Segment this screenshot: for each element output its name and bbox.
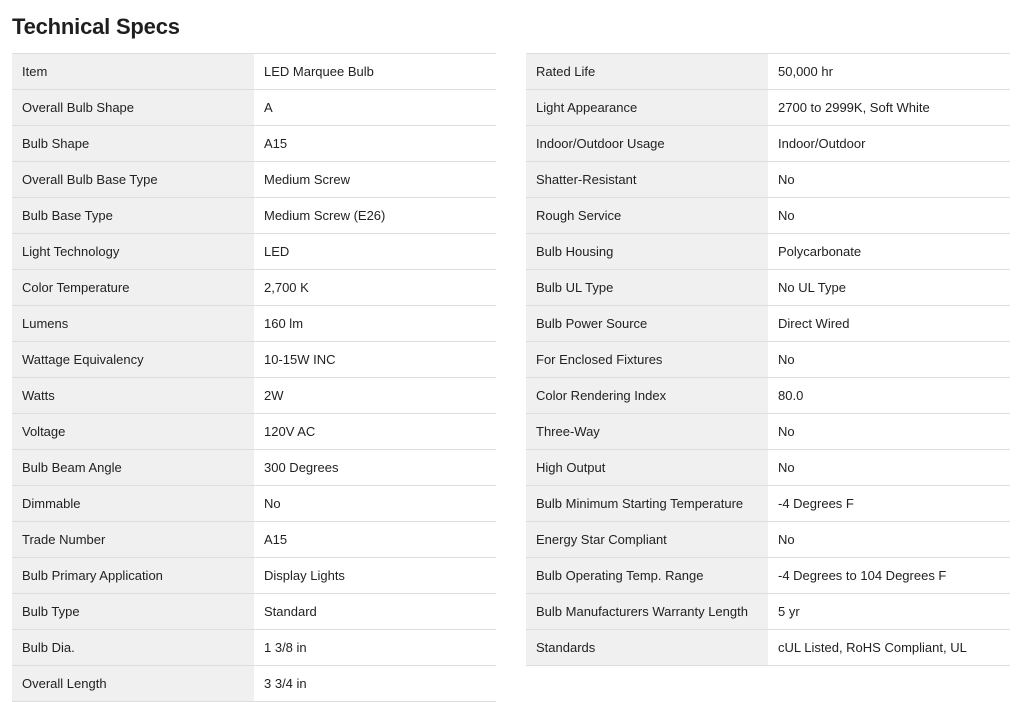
spec-label: Bulb Manufacturers Warranty Length bbox=[526, 594, 768, 630]
table-row bbox=[526, 54, 1010, 90]
spec-value: 50,000 hr bbox=[768, 54, 1010, 90]
spec-label: Trade Number bbox=[12, 522, 254, 558]
spec-value: Indoor/Outdoor bbox=[768, 126, 1010, 162]
table-row bbox=[12, 198, 496, 234]
spec-label: Energy Star Compliant bbox=[526, 522, 768, 558]
spec-label: Rough Service bbox=[526, 198, 768, 234]
spec-label: Wattage Equivalency bbox=[12, 342, 254, 378]
spec-label: Dimmable bbox=[12, 486, 254, 522]
spec-label: Bulb Power Source bbox=[526, 306, 768, 342]
specs-table-right bbox=[526, 53, 1010, 666]
table-row bbox=[12, 306, 496, 342]
specs-table-right-body bbox=[526, 54, 1010, 666]
spec-label: Bulb Housing bbox=[526, 234, 768, 270]
spec-label: Lumens bbox=[12, 306, 254, 342]
spec-label: Overall Bulb Shape bbox=[12, 90, 254, 126]
spec-label: Standards bbox=[526, 630, 768, 666]
table-row bbox=[12, 522, 496, 558]
spec-label: Light Appearance bbox=[526, 90, 768, 126]
spec-label: Bulb Dia. bbox=[12, 630, 254, 666]
table-row bbox=[12, 54, 496, 90]
table-row bbox=[12, 270, 496, 306]
table-row bbox=[526, 522, 1010, 558]
spec-label: Bulb Minimum Starting Temperature bbox=[526, 486, 768, 522]
specs-table-left bbox=[12, 53, 496, 702]
spec-value: No bbox=[254, 486, 496, 522]
spec-label: Light Technology bbox=[12, 234, 254, 270]
spec-value: Medium Screw (E26) bbox=[254, 198, 496, 234]
spec-value: 2,700 K bbox=[254, 270, 496, 306]
spec-value: No bbox=[768, 342, 1010, 378]
spec-label: Bulb Type bbox=[12, 594, 254, 630]
table-row bbox=[526, 486, 1010, 522]
spec-label: Bulb Operating Temp. Range bbox=[526, 558, 768, 594]
spec-label: Rated Life bbox=[526, 54, 768, 90]
spec-label: Bulb Base Type bbox=[12, 198, 254, 234]
table-row bbox=[12, 594, 496, 630]
spec-label: Color Rendering Index bbox=[526, 378, 768, 414]
spec-value: 300 Degrees bbox=[254, 450, 496, 486]
spec-label: For Enclosed Fixtures bbox=[526, 342, 768, 378]
table-row bbox=[12, 630, 496, 666]
table-row bbox=[526, 126, 1010, 162]
spec-label: Item bbox=[12, 54, 254, 90]
spec-value: No bbox=[768, 522, 1010, 558]
spec-label: Bulb UL Type bbox=[526, 270, 768, 306]
spec-value: A15 bbox=[254, 522, 496, 558]
table-row bbox=[12, 90, 496, 126]
table-row bbox=[526, 342, 1010, 378]
spec-label: Overall Bulb Base Type bbox=[12, 162, 254, 198]
spec-value: Display Lights bbox=[254, 558, 496, 594]
spec-value: No bbox=[768, 198, 1010, 234]
table-row bbox=[526, 162, 1010, 198]
spec-value: 10-15W INC bbox=[254, 342, 496, 378]
spec-label: Voltage bbox=[12, 414, 254, 450]
spec-value: LED bbox=[254, 234, 496, 270]
spec-value: 120V AC bbox=[254, 414, 496, 450]
spec-label: Color Temperature bbox=[12, 270, 254, 306]
table-row bbox=[12, 162, 496, 198]
table-row bbox=[12, 126, 496, 162]
spec-value: No UL Type bbox=[768, 270, 1010, 306]
table-row bbox=[12, 450, 496, 486]
spec-label: High Output bbox=[526, 450, 768, 486]
table-row bbox=[526, 450, 1010, 486]
table-row bbox=[12, 378, 496, 414]
spec-label: Overall Length bbox=[12, 666, 254, 702]
spec-label: Bulb Primary Application bbox=[12, 558, 254, 594]
spec-value: Medium Screw bbox=[254, 162, 496, 198]
table-row bbox=[526, 414, 1010, 450]
spec-value: 2W bbox=[254, 378, 496, 414]
table-row bbox=[12, 666, 496, 702]
spec-label: Bulb Shape bbox=[12, 126, 254, 162]
table-row bbox=[12, 558, 496, 594]
spec-value: No bbox=[768, 414, 1010, 450]
spec-value: -4 Degrees F bbox=[768, 486, 1010, 522]
spec-label: Three-Way bbox=[526, 414, 768, 450]
spec-value: No bbox=[768, 162, 1010, 198]
spec-label: Watts bbox=[12, 378, 254, 414]
specs-table-left-body bbox=[12, 54, 496, 702]
table-row bbox=[12, 414, 496, 450]
table-row bbox=[526, 558, 1010, 594]
table-row bbox=[12, 342, 496, 378]
table-row bbox=[526, 198, 1010, 234]
table-row bbox=[526, 594, 1010, 630]
spec-value: 2700 to 2999K, Soft White bbox=[768, 90, 1010, 126]
table-row bbox=[12, 486, 496, 522]
spec-value: 3 3/4 in bbox=[254, 666, 496, 702]
table-row bbox=[526, 90, 1010, 126]
spec-label: Indoor/Outdoor Usage bbox=[526, 126, 768, 162]
spec-value: cUL Listed, RoHS Compliant, UL bbox=[768, 630, 1010, 666]
spec-value: 160 lm bbox=[254, 306, 496, 342]
spec-value: 1 3/8 in bbox=[254, 630, 496, 666]
spec-value: Polycarbonate bbox=[768, 234, 1010, 270]
spec-value: -4 Degrees to 104 Degrees F bbox=[768, 558, 1010, 594]
table-row bbox=[526, 378, 1010, 414]
table-row bbox=[526, 306, 1010, 342]
spec-value: A15 bbox=[254, 126, 496, 162]
table-row bbox=[526, 630, 1010, 666]
spec-value: Direct Wired bbox=[768, 306, 1010, 342]
spec-value: No bbox=[768, 450, 1010, 486]
page-title: Technical Specs bbox=[12, 14, 180, 39]
spec-label: Shatter-Resistant bbox=[526, 162, 768, 198]
spec-value: 80.0 bbox=[768, 378, 1010, 414]
spec-value: Standard bbox=[254, 594, 496, 630]
spec-value: 5 yr bbox=[768, 594, 1010, 630]
spec-value: LED Marquee Bulb bbox=[254, 54, 496, 90]
table-row bbox=[526, 270, 1010, 306]
table-row bbox=[526, 234, 1010, 270]
spec-label: Bulb Beam Angle bbox=[12, 450, 254, 486]
spec-value: A bbox=[254, 90, 496, 126]
table-row bbox=[12, 234, 496, 270]
